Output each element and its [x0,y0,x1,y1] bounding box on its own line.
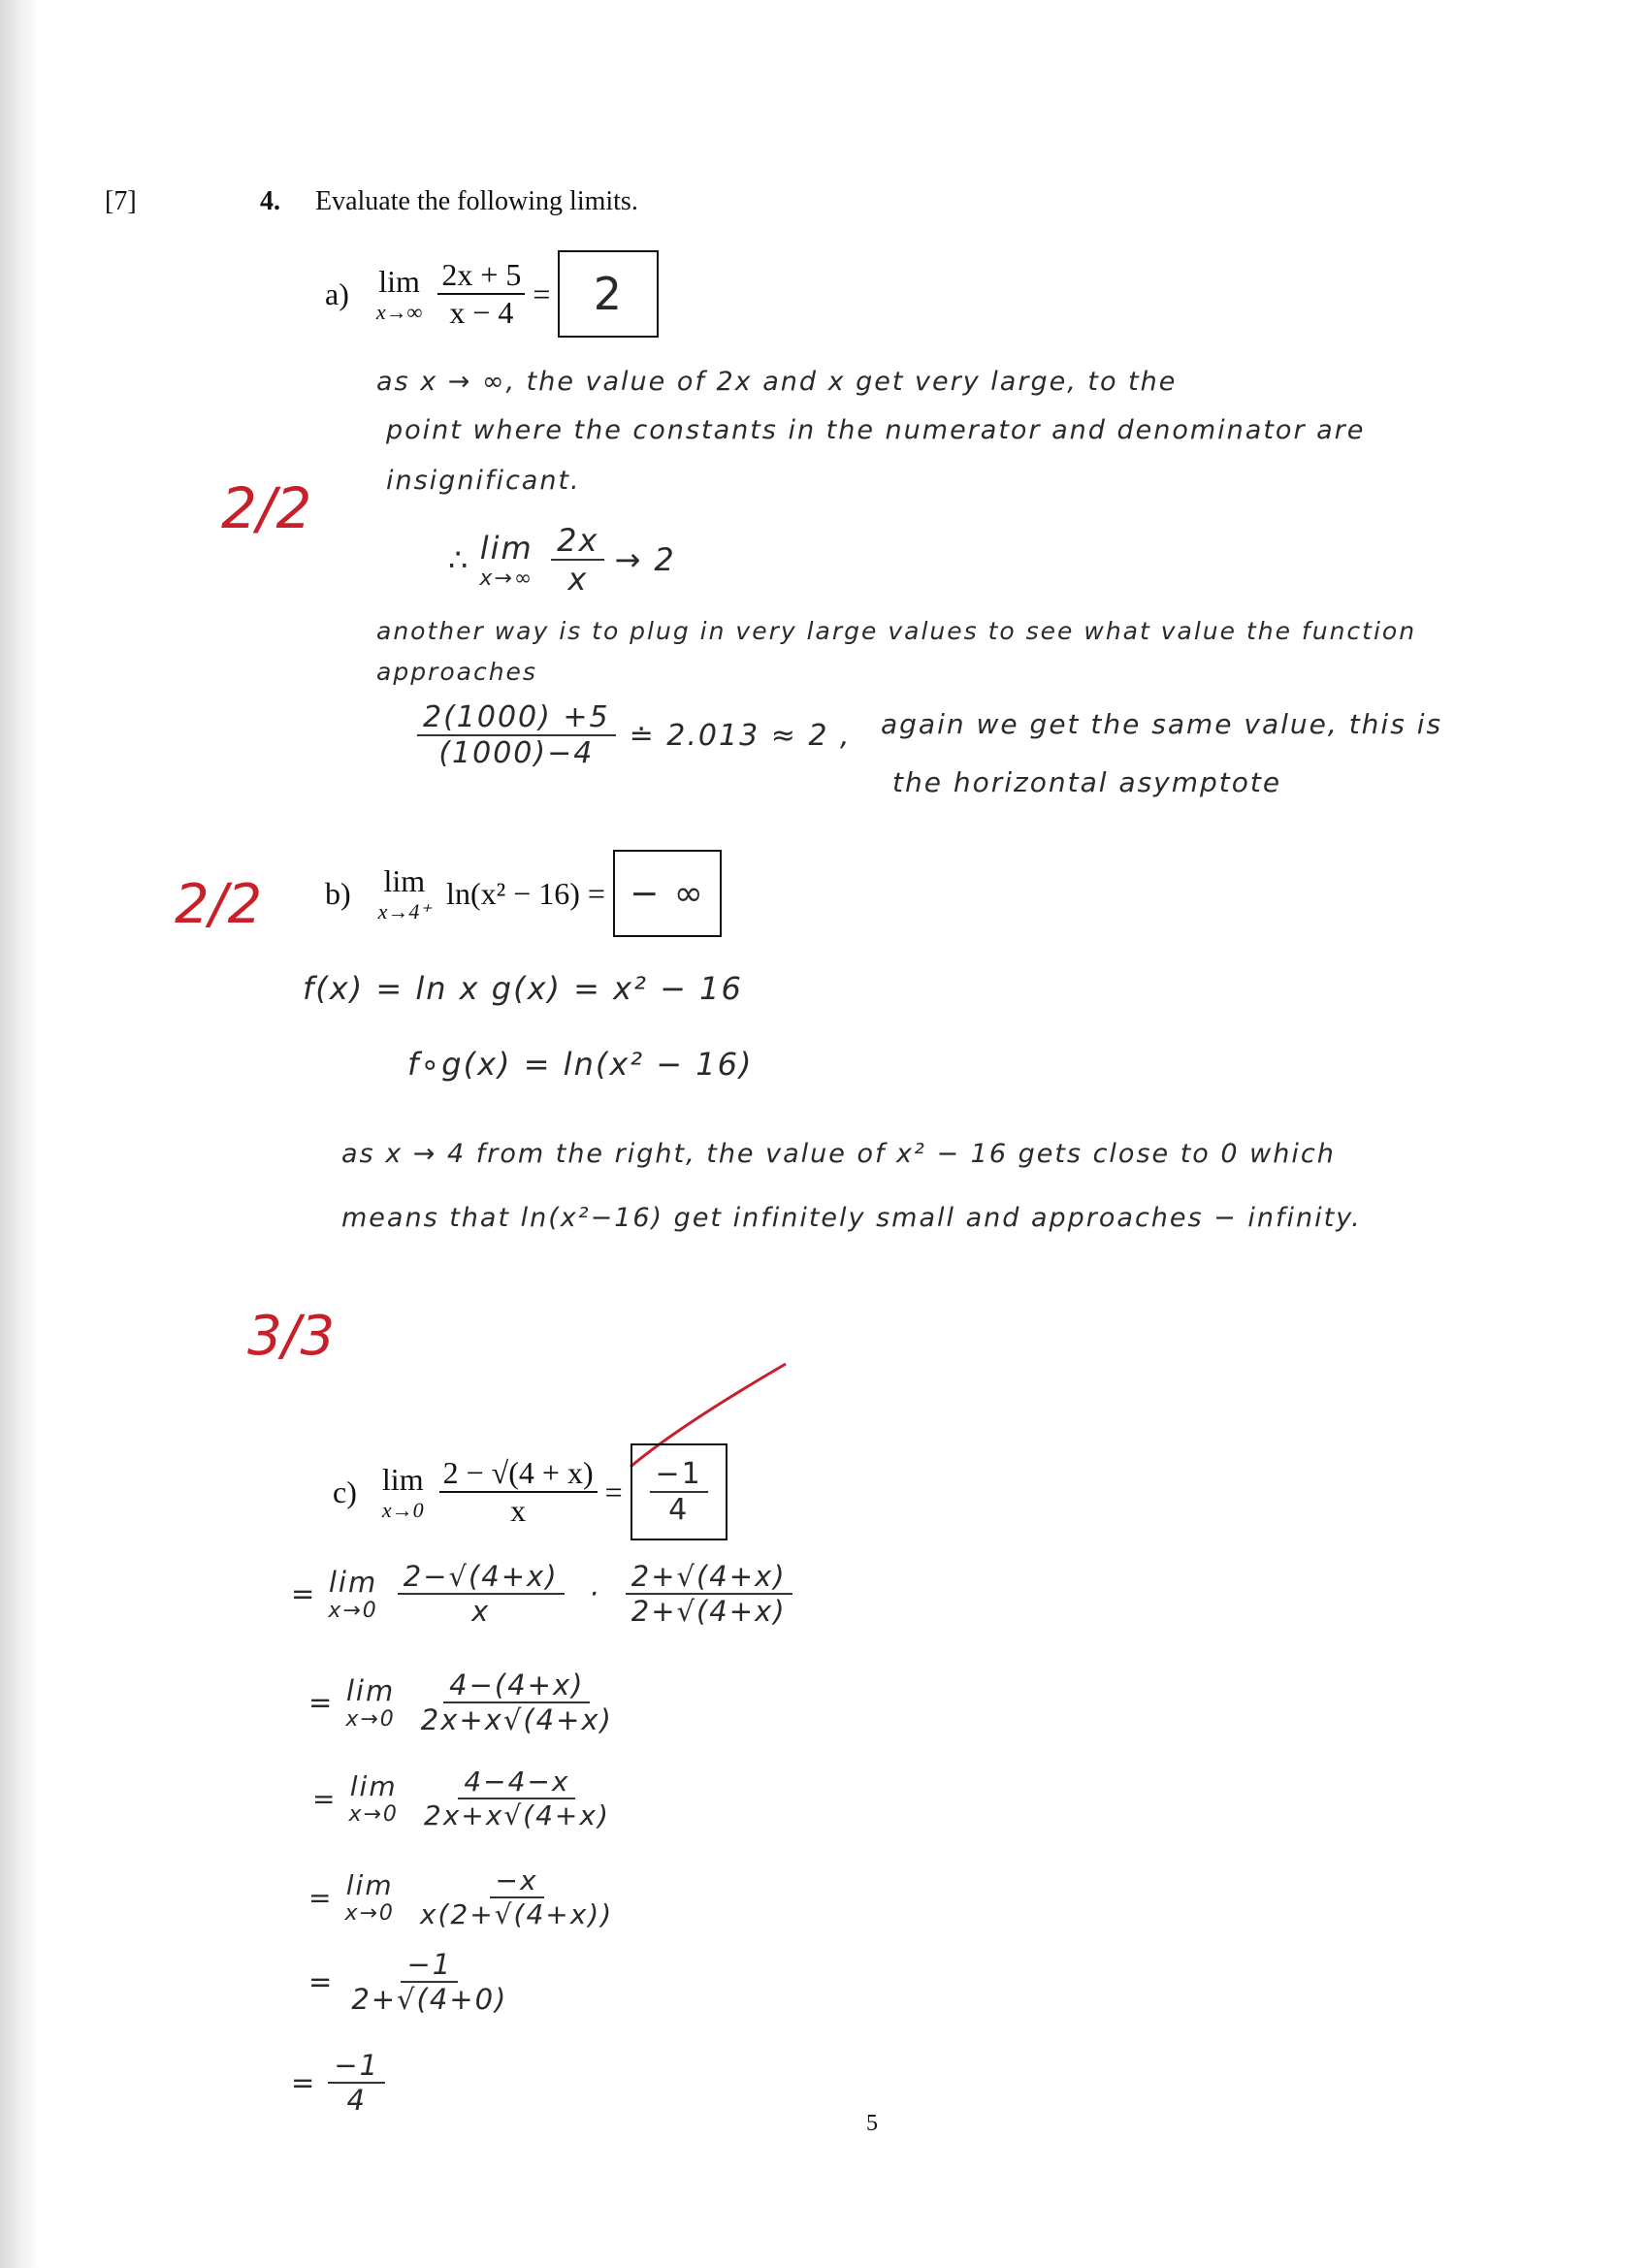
part-c-step-3 [312,1766,616,1831]
part-c-score: 3/3 [247,1305,336,1368]
equals-sign: = [308,1965,335,1998]
multiply-dot: · [589,1577,600,1610]
fraction-denominator: x [567,561,589,598]
fraction-denominator: 2+√(4+0) [351,1983,508,2016]
eval-result: ≐ 2.013 ≈ 2 , [629,718,852,753]
lim-subscript: x→0 [344,1901,395,1926]
equals-sign: = [604,1474,623,1509]
fraction-numerator: 4−4−x [458,1766,575,1799]
lim-text: lim [345,1869,394,1901]
step-fraction [398,1560,565,1628]
lim-text: lim [383,862,426,898]
lim-subscript: x→4⁺ [377,898,432,923]
fraction-numerator: 2 − √(4 + x) [439,1455,598,1493]
fraction-denominator: x [471,1595,491,1628]
part-a-again-line2: the horizontal asymptote [892,766,1282,798]
step-result: → 2 [614,541,676,578]
part-a-answer-box: 2 [558,250,659,338]
part-a-again-line1: again we get the same value, this is [881,708,1443,740]
part-c-step-1 [291,1560,792,1628]
part-b-work-line3: as x → 4 from the right, the value of x² − 16 gets close to 0 which [341,1139,1336,1169]
part-a-evaluation [417,700,852,770]
part-a-limit-step [448,522,676,598]
step-fraction [418,1766,616,1831]
fraction-denominator: x − 4 [449,295,514,330]
lim-block [348,1770,398,1827]
part-c-problem [333,1443,728,1540]
fraction-denominator: 4 [346,2084,367,2117]
lim-block [479,530,534,591]
part-a-problem [325,250,659,338]
part-b-problem [325,850,722,937]
fraction-denominator: 2x+x√(4+x) [420,1703,613,1736]
lim-subscript: x→0 [328,1598,378,1623]
part-a-work-line3: insignificant. [386,466,581,496]
part-c-step-5 [308,1948,513,2016]
step-fraction [551,522,604,598]
part-b-answer-box: − ∞ [613,850,722,937]
step-fraction [328,2049,385,2117]
fraction-numerator: −x [490,1864,544,1898]
fraction-numerator: −1 [401,1948,458,1983]
lim-subscript: x→∞ [375,299,423,324]
part-a-alt-line1: another way is to plug in very large values to see what value the function [376,617,1417,645]
part-c-label: c) [333,1474,357,1509]
part-c-answer-box [630,1443,728,1540]
equals-sign: = [312,1782,338,1815]
lim-text: lim [349,1770,398,1802]
question-text: Evaluate the following limits. [315,186,638,216]
part-a-label: a) [325,275,349,311]
fraction-numerator: 2−√(4+x) [398,1560,565,1595]
part-b-work-line4: means that ln(x²−16) get infinitely small and approaches − infinity. [341,1203,1362,1233]
lim-subscript: x→0 [381,1497,424,1522]
fraction-denominator: 4 [668,1493,690,1527]
question-points: [7] [105,186,137,216]
part-c-step-6 [291,2049,385,2117]
part-a-score: 2/2 [221,475,312,541]
lim-subscript: x→0 [345,1706,396,1732]
fraction-denominator: x(2+√(4+x)) [419,1898,614,1930]
fraction-numerator: 2x + 5 [437,257,525,295]
page-number: 5 [866,2111,878,2136]
fraction-numerator: 2+√(4+x) [626,1560,792,1595]
lim-block [345,1674,395,1732]
step-fraction [345,1948,513,2016]
therefore-symbol: ∴ [448,541,470,578]
fraction-denominator: (1000)−4 [438,736,595,770]
step-fraction [414,1864,619,1930]
lim-text: lim [381,1461,424,1497]
lim-block [328,1566,377,1623]
part-b-work-line2: f∘g(x) = ln(x² − 16) [407,1046,754,1083]
part-c-lim [382,1462,424,1523]
fraction-denominator: x [510,1493,527,1528]
part-c-step-4 [308,1864,619,1930]
part-c-fraction [439,1455,598,1529]
lim-text: lim [345,1673,396,1707]
eval-fraction [417,700,616,770]
part-a-fraction [437,257,525,331]
equals-sign: = [308,1686,335,1719]
equals-sign: = [291,2066,317,2099]
fraction-numerator: 2x [551,522,604,561]
lim-text: lim [378,263,420,299]
fraction-denominator: 2x+x√(4+x) [423,1799,610,1831]
part-b-expression: ln(x² − 16) [446,875,580,911]
fraction-numerator: 4−(4+x) [443,1669,590,1703]
part-a-alt-line2: approaches [376,658,537,686]
part-a-work-line2: point where the constants in the numerator and denominator are [386,415,1366,445]
part-a-work-line1: as x → ∞, the value of 2x and x get very large, to the [376,367,1178,397]
answer-fraction [650,1457,708,1527]
equals-sign: = [533,275,551,311]
part-b-work-line1: f(x) = ln x g(x) = x² − 16 [303,970,743,1007]
lim-text: lim [328,1565,378,1599]
part-b-score: 2/2 [175,873,263,936]
equals-sign: = [291,1577,317,1610]
scanned-page-edge [0,0,39,2268]
fraction-numerator: −1 [650,1457,708,1493]
lim-subscript: x→∞ [479,566,534,591]
part-b-lim [378,863,431,924]
equals-sign: = [308,1881,334,1914]
step-fraction [415,1669,619,1736]
equals-sign: = [587,875,605,911]
part-a-lim [376,264,422,325]
lim-text: lim [479,529,534,567]
lim-block [344,1869,394,1926]
question-number: 4. [260,186,280,216]
fraction-numerator: 2(1000) +5 [417,700,616,736]
fraction-numerator: −1 [328,2049,385,2084]
conjugate-fraction [626,1560,792,1628]
lim-subscript: x→0 [348,1802,399,1827]
part-b-label: b) [325,875,351,911]
part-c-step-2 [308,1669,619,1736]
fraction-denominator: 2+√(4+x) [630,1595,787,1628]
